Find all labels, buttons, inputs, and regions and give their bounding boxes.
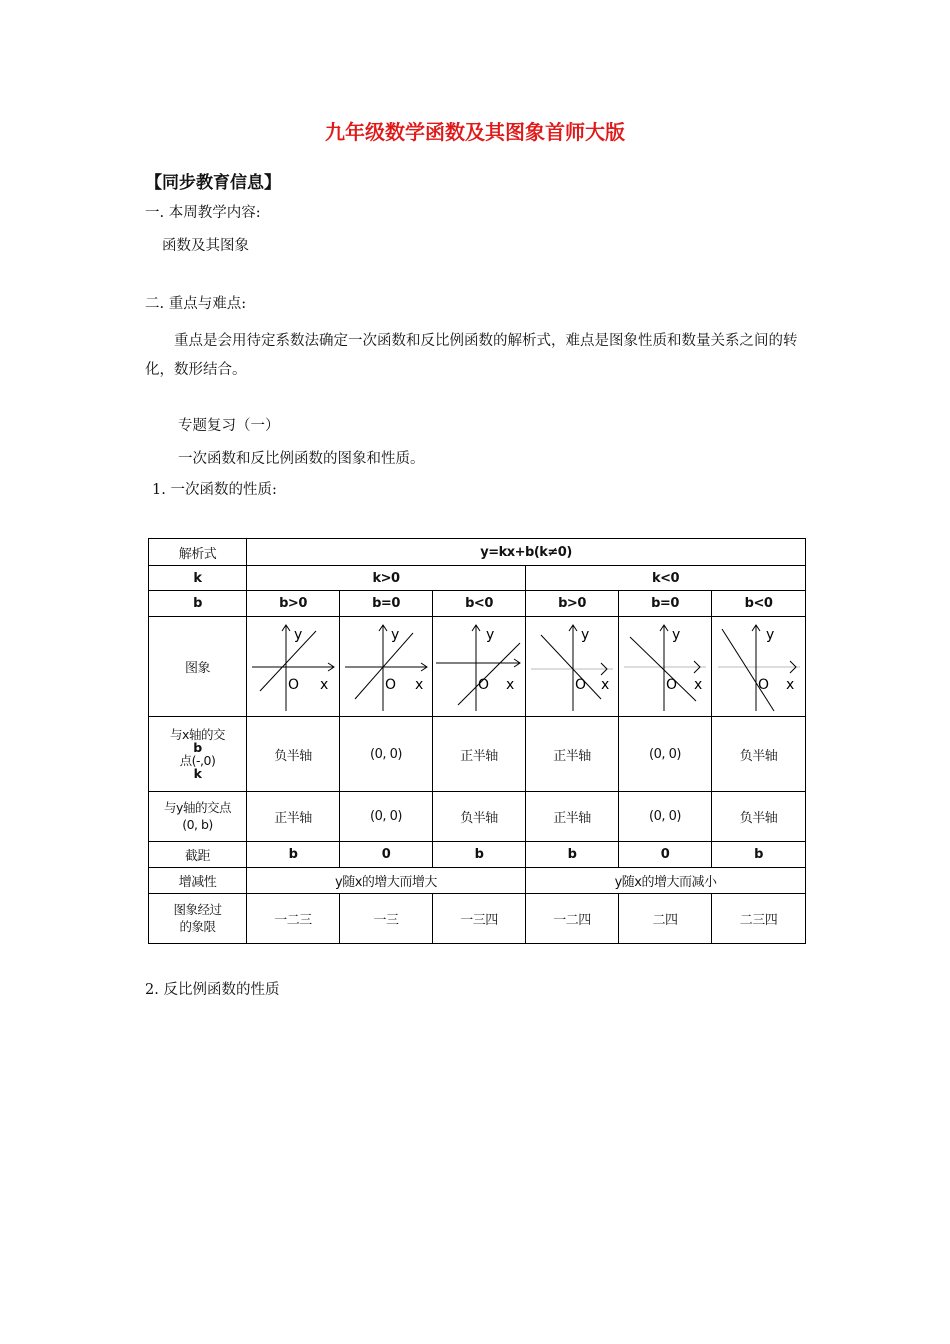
k-positive: k>0 [247,566,526,591]
origin-label: O [288,676,299,693]
x-axis-label: x [506,676,514,693]
y-axis-label: y [765,626,774,643]
graph-kpos-bpos [248,619,338,715]
origin-label: O [666,676,677,693]
graph-cell-3 [433,617,526,717]
label-quadrants [149,894,247,944]
label-x-intercept-denominator: k [193,766,202,782]
label-monotonic: 增减性 [149,868,247,894]
y-intercept-3: 负半轴 [433,792,526,842]
b-value-4: b>0 [526,591,619,617]
x-intercept-6: 负半轴 [712,717,806,792]
label-y-intercept [149,792,247,842]
part1-content: 函数及其图象 [162,238,249,254]
origin-label: O [575,676,586,693]
y-intercept-6: 负半轴 [712,792,806,842]
quadrants-2: 一三 [340,894,433,944]
y-axis-label: y [672,626,680,643]
origin-label: O [478,676,489,693]
graph-cell-5 [619,617,712,717]
page-title: 九年级数学函数及其图象首师大版 [325,120,625,144]
intercept-4: b [526,842,619,868]
graph-kpos-bneg [434,619,524,715]
intercept-2: 0 [340,842,433,868]
origin-label: O [385,676,396,693]
graph-kneg-bpos [527,619,617,715]
x-axis-label: x [785,676,794,693]
x-axis-label: x [601,676,609,693]
label-intercept: 截距 [149,842,247,868]
y-intercept-1: 正半轴 [247,792,340,842]
label-x-intercept [149,717,247,792]
x-axis-label: x [694,676,702,693]
part2-paragraph: 重点是会用待定系数法确定一次函数和反比例函数的解析式，难点是图象性质和数量关系之间的转化，数形结合。 [145,333,798,378]
quadrants-4: 一二四 [526,894,619,944]
label-y-intercept-line2: (0, b) [182,816,213,832]
item2-heading: 2. 反比例函数的性质 [145,982,280,998]
x-intercept-5: (0, 0) [619,717,712,792]
label-x-intercept-numerator: b [193,739,202,755]
x-intercept-4: 正半轴 [526,717,619,792]
b-value-5: b=0 [619,591,712,617]
x-axis-label: x [320,676,328,693]
label-formula: 解析式 [149,539,247,566]
intercept-5: 0 [619,842,712,868]
y-intercept-2: (0, 0) [340,792,433,842]
quadrants-5: 二四 [619,894,712,944]
y-axis-label: y [391,626,399,643]
topic-subtitle: 一次函数和反比例函数的图象和性质。 [178,451,425,467]
b-value-2: b=0 [340,591,433,617]
y-axis-label: y [581,626,589,643]
y-axis-label: y [486,626,494,643]
graph-cell-4 [526,617,619,717]
quadrants-1: 一二三 [247,894,340,944]
k-negative: k<0 [526,566,806,591]
x-intercept-1: 负半轴 [247,717,340,792]
graph-kneg-bneg [714,619,804,715]
graph-cell-1 [247,617,340,717]
b-value-3: b<0 [433,591,526,617]
y-axis-label: y [294,626,302,643]
b-value-6: b<0 [712,591,806,617]
part1-heading: 一. 本周教学内容: [145,205,261,221]
graph-kneg-bzero [620,619,710,715]
origin-label: O [757,676,769,693]
section-heading: 【同步教育信息】 [145,173,281,193]
label-k: k [149,566,247,591]
b-value-1: b>0 [247,591,340,617]
monotonic-decreasing: y随x的增大而减小 [526,868,806,894]
label-x-intercept-line1: 与x轴的交 [170,726,225,742]
x-intercept-2: (0, 0) [340,717,433,792]
label-y-intercept-line1: 与y轴的交点 [164,800,231,816]
formula-cell: y=kx+b(k≠0) [247,539,806,566]
topic-title: 专题复习（一） [178,418,280,434]
monotonic-increasing: y随x的增大而增大 [247,868,526,894]
quadrants-3: 一三四 [433,894,526,944]
y-intercept-5: (0, 0) [619,792,712,842]
x-intercept-3: 正半轴 [433,717,526,792]
label-x-intercept-suffix: ,0) [200,753,216,768]
part2-heading: 二. 重点与难点: [145,296,247,312]
graph-cell-2 [340,617,433,717]
label-quadrants-line2: 的象限 [179,918,216,934]
linear-function-table [148,538,806,944]
label-x-intercept-prefix: 点(- [179,753,201,768]
intercept-6: b [712,842,806,868]
label-quadrants-line1: 图象经过 [173,902,222,918]
label-graph: 图象 [149,617,247,717]
graph-kpos-bzero [341,619,431,715]
graph-cell-6 [712,617,806,717]
label-b: b [149,591,247,617]
x-axis-label: x [415,676,423,693]
intercept-3: b [433,842,526,868]
quadrants-6: 二三四 [712,894,806,944]
item1-heading: 1. 一次函数的性质: [152,482,277,498]
intercept-1: b [247,842,340,868]
y-intercept-4: 正半轴 [526,792,619,842]
